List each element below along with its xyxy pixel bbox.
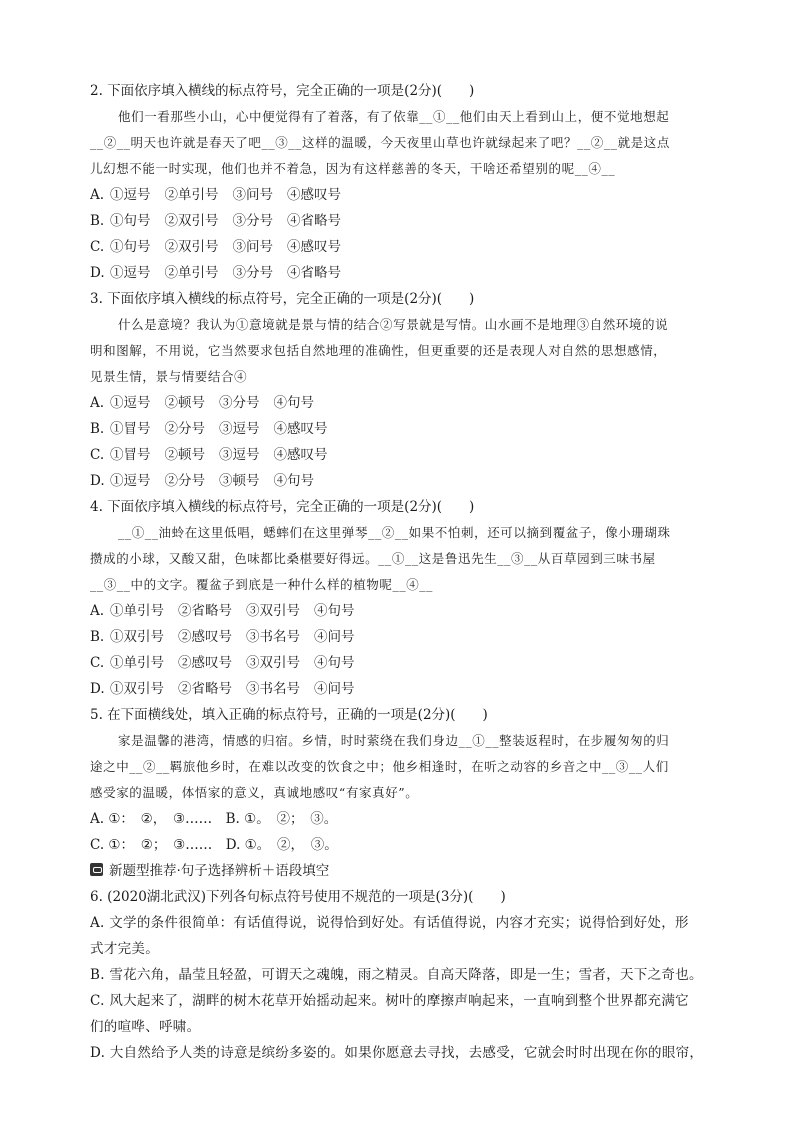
option-a[interactable]: A. ①逗号 ②顿号 ③分号 ④句号: [90, 395, 314, 411]
question-3-stem: 3. 下面依序填入横线的标点符号，完全正确的一项是(2分)( ): [90, 291, 475, 307]
passage-line: 儿幻想不能一时实现，他们也并不着急，因为有这样慈善的冬天，干啥还希望别的呢__④__: [90, 161, 616, 176]
passage-line: 什么是意境？我认为①意境就是景与情的结合②写景就是写情。山水画不是地理③自然环境的说: [118, 317, 669, 332]
passage-line: __②__明天也许就是春天了吧__③__这样的温暖，今天夜里山草也许就绿起来了吧？__②__就是这点: [90, 135, 671, 150]
passage-line: 见景生情，景与情要结合④: [90, 369, 248, 384]
choice-b-line-1[interactable]: B. 雪花六角，晶莹且轻盈，可谓天之魂魄，雨之精灵。自高天降落，即是一生；雪者，天下之奇也。: [90, 967, 703, 983]
option-row-ab[interactable]: A. ①： ②， ③…… B. ①。 ②； ③。: [90, 811, 338, 827]
worksheet-page: [90, 78, 715, 1066]
section-heading-text: 新题型推荐·句子选择辨析＋语段填空: [109, 863, 330, 879]
option-b[interactable]: B. ①双引号 ②感叹号 ③书名号 ④问号: [90, 629, 355, 645]
option-b[interactable]: B. ①冒号 ②分号 ③逗号 ④感叹号: [90, 421, 328, 437]
question-5-passage: [90, 728, 715, 806]
passage-line: 家是温馨的港湾，情感的归宿。乡情，时时萦绕在我们身边__①__整装返程时，在步履匆匆的归: [118, 733, 670, 748]
choice-a-line-2[interactable]: 式才完美。: [90, 941, 159, 957]
question-2-stem: 2. 下面依序填入横线的标点符号，完全正确的一项是(2分)( ): [90, 83, 475, 99]
question-4-options: [90, 598, 715, 702]
question-3-options: [90, 390, 715, 494]
passage-line: 攒成的小球，又酸又甜，色味都比桑椹要好得远。__①__这是鲁迅先生__③__从百草园到三味书屋: [90, 551, 656, 566]
choice-d-line-1[interactable]: D. 大自然给予人类的诗意是缤纷多姿的。如果你愿意去寻找，去感受，它就会时时出现在你的眼帘，: [90, 1045, 704, 1061]
question-2-options: [90, 182, 715, 286]
question-5-stem: 5. 在下面横线处，填入正确的标点符号，正确的一项是(2分)( ): [90, 707, 488, 723]
question-2-passage: [90, 104, 715, 182]
question-6-choices: [90, 910, 715, 1066]
option-row-cd[interactable]: C. ①： ②； ③…… D. ①。 ②， ③。: [90, 837, 338, 853]
tag-icon: [90, 863, 103, 876]
question-3-passage: [90, 312, 715, 390]
option-c[interactable]: C. ①冒号 ②顿号 ③逗号 ④感叹号: [90, 447, 328, 463]
question-6-stem: 6. (2020湖北武汉)下列各句标点符号使用不规范的一项是(3分)( ): [90, 889, 506, 905]
section-heading: [90, 858, 715, 884]
option-d[interactable]: D. ①双引号 ②省略号 ③书名号 ④问号: [90, 681, 355, 697]
option-a[interactable]: A. ①单引号 ②省略号 ③双引号 ④句号: [90, 603, 355, 619]
passage-line: __①__油蛉在这里低唱，蟋蟀们在这里弹琴__②__如果不怕刺，还可以摘到覆盆子，像小珊瑚珠: [118, 525, 671, 540]
option-d[interactable]: D. ①逗号 ②单引号 ③分号 ④省略号: [90, 265, 341, 281]
option-a[interactable]: A. ①逗号 ②单引号 ③问号 ④感叹号: [90, 187, 341, 203]
option-c[interactable]: C. ①句号 ②双引号 ③问号 ④感叹号: [90, 239, 341, 255]
passage-line: 明和图解，不用说，它当然要求包括自然地理的准确性，但更重要的还是表现人对自然的思想感情，: [90, 343, 667, 358]
option-d[interactable]: D. ①逗号 ②分号 ③顿号 ④句号: [90, 473, 314, 489]
choice-a-line-1[interactable]: A. 文学的条件很简单：有话值得说，说得恰到好处。有话值得说，内容才充实；说得恰到好处，形: [90, 915, 689, 931]
choice-c-line-2[interactable]: 们的喧哗、呼啸。: [90, 1019, 201, 1035]
option-c[interactable]: C. ①单引号 ②感叹号 ③双引号 ④句号: [90, 655, 355, 671]
passage-line: __③__中的文字。覆盆子到底是一种什么样的植物呢__④__: [90, 577, 434, 592]
option-b[interactable]: B. ①句号 ②双引号 ③分号 ④省略号: [90, 213, 341, 229]
question-4-stem: 4. 下面依序填入横线的标点符号，完全正确的一项是(2分)( ): [90, 499, 475, 515]
choice-c-line-1[interactable]: C. 风大起来了，湖畔的树木花草开始摇动起来。树叶的摩擦声响起来，一直响到整个世界都充满它: [90, 993, 689, 1009]
passage-line: 他们一看那些小山，心中便觉得有了着落，有了依靠__①__他们由天上看到山上，便不觉地想起: [118, 109, 670, 124]
passage-line: 途之中__②__羁旅他乡时，在难以改变的饮食之中；他乡相逢时，在听之动容的乡音之中__③__人们: [90, 759, 669, 774]
passage-line: 感受家的温暖，体悟家的意义，真诚地感叹“有家真好”。: [90, 785, 419, 800]
question-5-options: [90, 806, 715, 858]
question-4-passage: [90, 520, 715, 598]
